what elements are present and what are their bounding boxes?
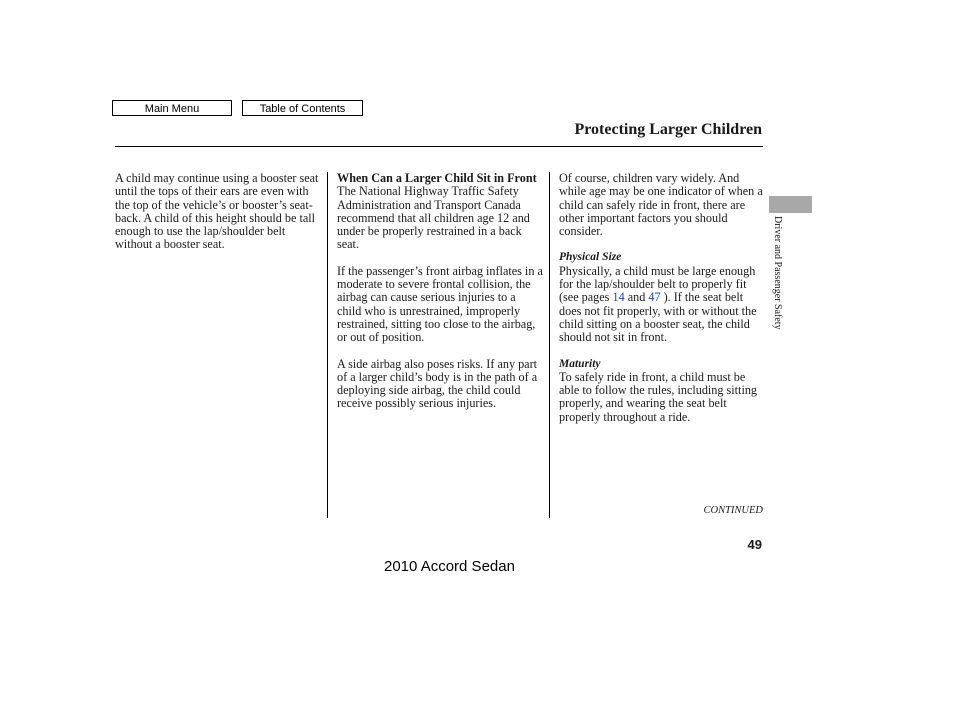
page-link-14[interactable]: 14 — [612, 290, 625, 305]
title-divider — [115, 146, 763, 147]
page-link-47[interactable]: 47 — [648, 290, 661, 305]
page-number: 49 — [747, 537, 762, 552]
section-tab-marker — [769, 196, 812, 213]
page-title: Protecting Larger Children — [574, 121, 762, 138]
subheading-physical-size: Physical Size — [559, 251, 622, 264]
paragraph-physical-size: Physically, a child must be large enough for the lap/shoulder belt to properly fit (see pages 14 and 47 ). If the seat belt does not fit properly, with or without the child sitting on a booster seat, the child should not sit in front. — [559, 263, 757, 345]
subheading-maturity: Maturity — [559, 357, 601, 370]
column-divider-2 — [549, 172, 550, 518]
model-footer: 2010 Accord Sedan — [384, 558, 515, 575]
table-of-contents-button[interactable]: Table of Contents — [242, 100, 363, 116]
paragraph-children-vary: Of course, children vary widely. And while age may be one indicator of when a child can safely ride in front, there are other important factors you should consider. — [559, 171, 763, 239]
section-heading-sit-in-front: When Can a Larger Child Sit in Front — [337, 171, 537, 185]
paragraph-front-airbag: If the passenger’s front airbag inflates in a moderate to severe frontal collision, the airbag can cause serious injuries to a child who is unrestrained, improperly restrained, sitting too close to the airbag, or out of position. — [337, 263, 543, 345]
column-divider-1 — [327, 172, 328, 518]
main-menu-button[interactable]: Main Menu — [112, 100, 232, 116]
column-3 — [559, 172, 764, 424]
paragraph-side-airbag: A side airbag also poses risks. If any part of a larger child’s body is in the path of a deploying side airbag, the child could receive possibly serious injuries. — [337, 356, 538, 411]
continued-label: CONTINUED — [703, 505, 763, 516]
section-side-label: Driver and Passenger Safety — [772, 216, 783, 330]
column-2 — [337, 172, 543, 411]
paragraph-maturity: To safely ride in front, a child must be able to follow the rules, including sitting properly, and wearing the seat belt properly throughout a ride. — [559, 369, 758, 424]
paragraph-booster-seat: A child may continue using a booster seat until the tops of their ears are even with the top of the vehicle’s or booster’s seat-back. A child of this height should be tall enough to use the lap/shoulder belt without a booster seat. — [115, 171, 319, 252]
paragraph-nhtsa: The National Highway Traffic Safety Administration and Transport Canada recommend that all children age 12 and under be properly restrained in a back seat. — [337, 184, 530, 252]
column-1 — [115, 172, 321, 252]
